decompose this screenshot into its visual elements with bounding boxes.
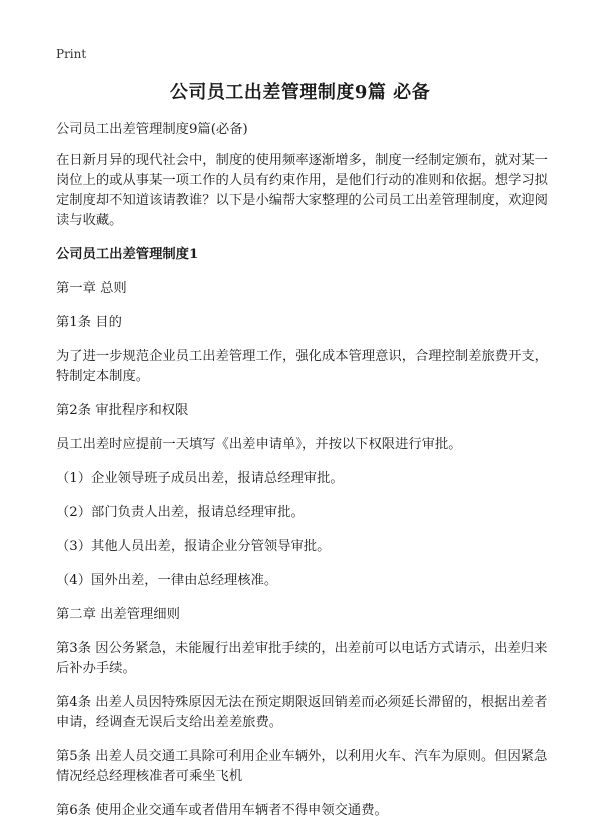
article-1-body: 为了进一步规范企业员工出差管理工作，强化成本管理意识，合理控制差旅费开支，特制定本制度。	[56, 349, 548, 384]
print-link[interactable]: Print	[56, 47, 87, 61]
article-2-title: 第2条 审批程序和权限	[56, 403, 189, 418]
document-title: 公司员工出差管理制度9篇 必备	[169, 82, 431, 103]
approval-item: （1）企业领导班子成员出差，报请总经理审批。	[56, 471, 344, 486]
chapter-1-heading: 第一章 总则	[56, 281, 127, 296]
article-3: 第3条 因公务紧急，未能履行出差审批手续的，出差前可以电话方式请示，出差归来后补办手续。	[56, 641, 548, 676]
article-1-title: 第1条 目的	[56, 315, 122, 330]
article-5: 第5条 出差人员交通工具除可利用企业车辆外，以利用火车、汽车为原则。但因紧急情况经总经理核准者可乘坐飞机	[56, 749, 548, 784]
approval-item: （2）部门负责人出差，报请总经理审批。	[56, 505, 304, 520]
article-6: 第6条 使用企业交通车或者借用车辆者不得申领交通费。	[56, 803, 388, 818]
section-heading: 公司员工出差管理制度1	[56, 247, 199, 262]
intro-paragraph: 在日新月异的现代社会中，制度的使用频率逐渐增多，制度一经制定颁布，就对某一岗位上的或从事某一项工作的人员有约束作用，是他们行动的准则和依据。想学习拟定制度却不知道该请教谁？以下是小编帮大家整理的公司员工出差管理制度，欢迎阅读与收藏。	[56, 153, 548, 228]
document-body	[56, 120, 554, 821]
approval-item: （4）国外出差，一律由总经理核准。	[56, 573, 278, 588]
chapter-2-heading: 第二章 出差管理细则	[56, 607, 180, 622]
article-4: 第4条 出差人员因特殊原因无法在预定期限返回销差而必须延长滞留的，根据出差者申请，经调查无误后支给出差差旅费。	[56, 695, 548, 730]
approval-item: （3）其他人员出差，报请企业分管领导审批。	[56, 539, 331, 554]
document-subtitle: 公司员工出差管理制度9篇(必备)	[56, 122, 248, 137]
article-2-body: 员工出差时应提前一天填写《出差申请单》，并按以下权限进行审批。	[56, 437, 462, 452]
